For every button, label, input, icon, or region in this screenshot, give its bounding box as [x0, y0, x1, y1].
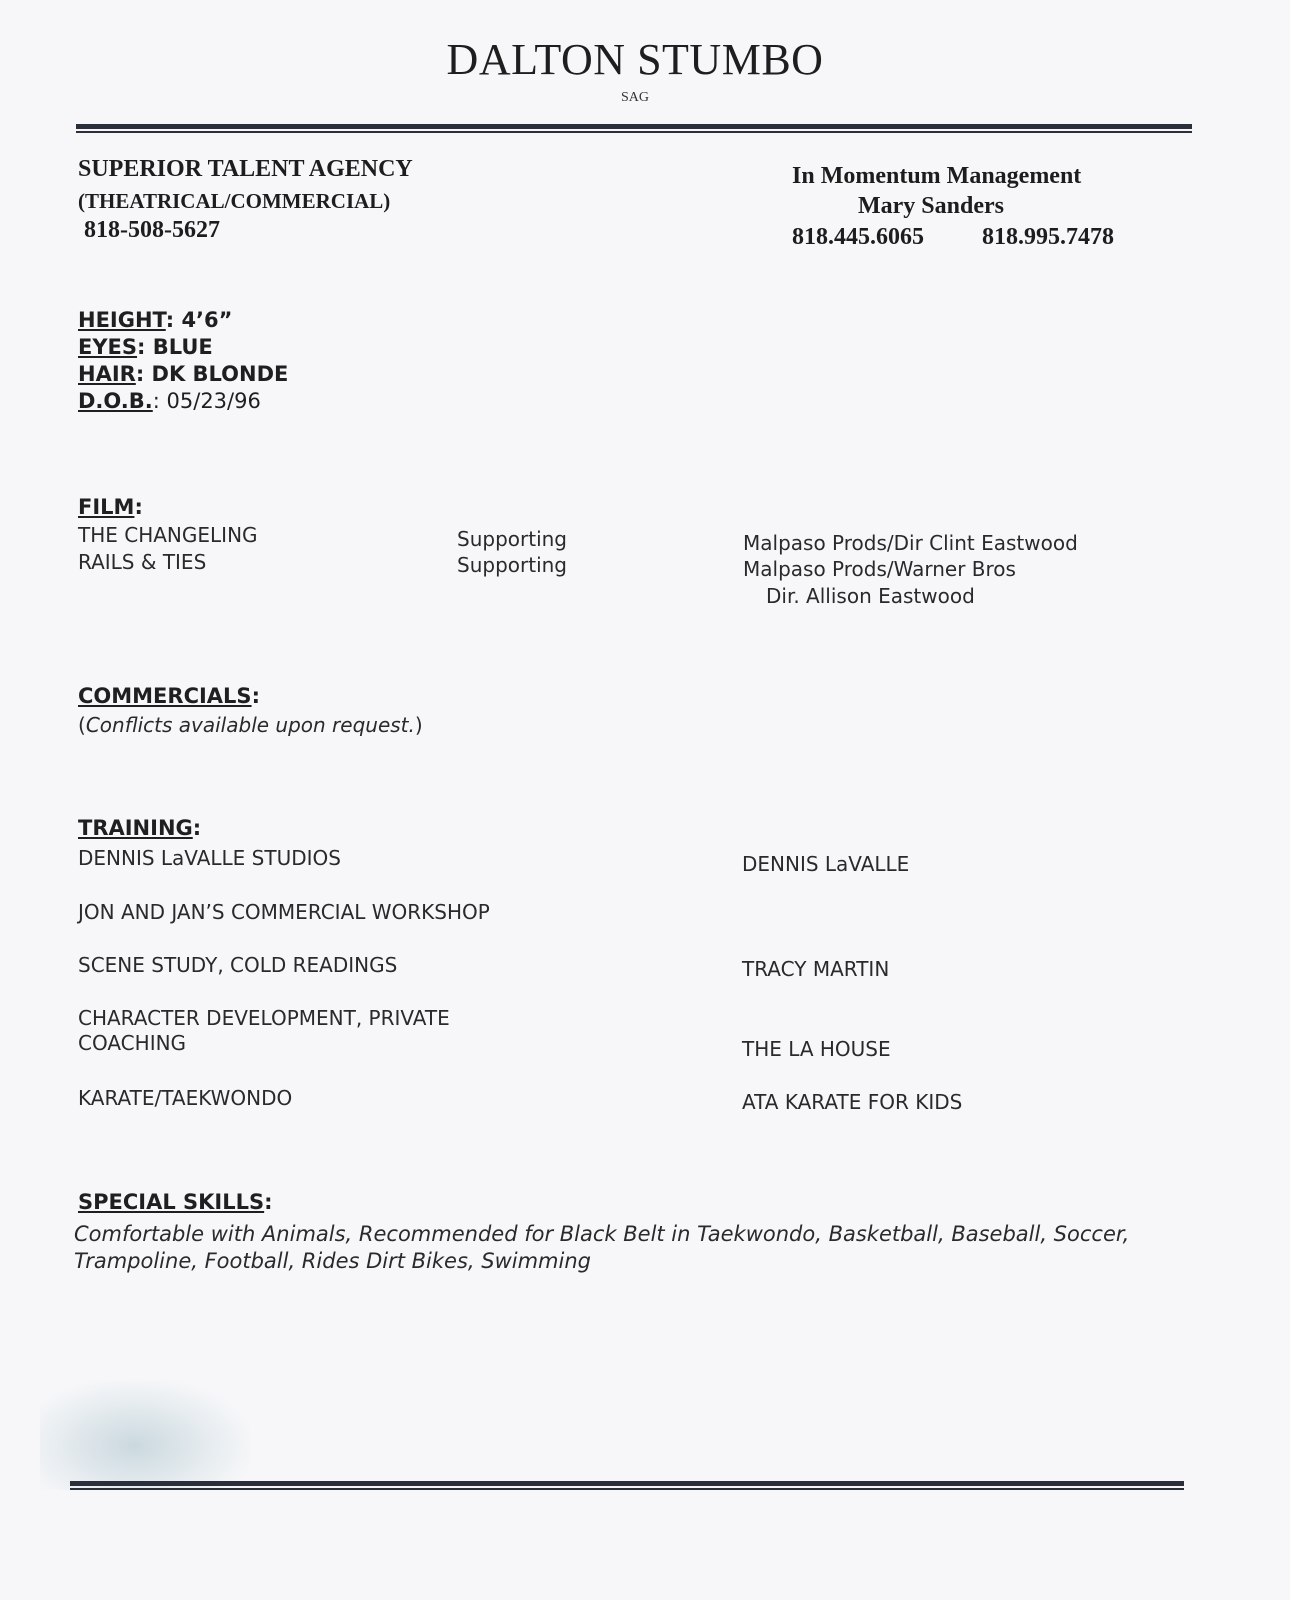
training-teacher: TRACY MARTIN [742, 957, 890, 981]
training-course: DENNIS LaVALLE STUDIOS [78, 846, 341, 870]
stat-value: : 05/23/96 [152, 389, 261, 413]
training-teacher: THE LA HOUSE [742, 1037, 891, 1061]
training-course: CHARACTER DEVELOPMENT, PRIVATE [78, 1006, 450, 1030]
training-heading: TRAINING: [78, 816, 202, 840]
stat-label: D.O.B. [78, 389, 153, 413]
stat-value: : DK BLONDE [135, 362, 289, 386]
training-teacher: ATA KARATE FOR KIDS [742, 1090, 963, 1114]
film-heading: FILM: [78, 495, 143, 519]
stat-hair [78, 362, 288, 386]
film-director: Dir. Allison Eastwood [766, 584, 975, 608]
training-course-continued: COACHING [78, 1031, 187, 1055]
water-stain [40, 1380, 250, 1490]
union-affiliation: SAG [620, 90, 649, 105]
actor-name: DALTON STUMBO [446, 35, 824, 84]
management-phone-2: 818.995.7478 [982, 224, 1114, 250]
film-role: Supporting [457, 553, 567, 577]
stat-label: HAIR [78, 362, 136, 386]
commercials-note: (Conflicts available upon request.) [78, 713, 423, 737]
management-phone-1: 818.445.6065 [792, 224, 924, 250]
special-skills-text: Comfortable with Animals, Recommended for Black Belt in Taekwondo, Basketball, Baseball, Soccer, Trampoline, Football, Rides Dirt Bikes, Swimming [74, 1222, 1130, 1273]
stat-label: HEIGHT [78, 308, 166, 332]
film-role: Supporting [457, 527, 567, 551]
agency-type: (THEATRICAL/COMMERCIAL) [78, 189, 391, 213]
management-contact: Mary Sanders [858, 193, 1004, 219]
special-skills-heading: SPECIAL SKILLS: [78, 1190, 273, 1214]
film-title: THE CHANGELING [78, 523, 258, 547]
stat-value: : BLUE [137, 335, 213, 359]
agency-phone: 818-508-5627 [84, 217, 220, 243]
agency-name: SUPERIOR TALENT AGENCY [78, 156, 413, 182]
stat-label: EYES [78, 335, 138, 359]
film-company: Malpaso Prods/Warner Bros [743, 557, 1016, 581]
training-course: KARATE/TAEKWONDO [78, 1086, 293, 1110]
film-company: Malpaso Prods/Dir Clint Eastwood [743, 531, 1078, 555]
bottom-divider [70, 1481, 1184, 1490]
stat-dob [78, 389, 261, 413]
training-course: JON AND JAN’S COMMERCIAL WORKSHOP [78, 900, 490, 924]
film-title: RAILS & TIES [78, 550, 207, 574]
stat-height [78, 308, 232, 332]
training-course: SCENE STUDY, COLD READINGS [78, 953, 398, 977]
commercials-heading: COMMERCIALS: [78, 684, 260, 708]
top-divider [76, 124, 1192, 133]
management-name: In Momentum Management [792, 163, 1082, 189]
training-teacher: DENNIS LaVALLE [742, 852, 910, 876]
stat-eyes [78, 335, 213, 359]
stat-value: : 4’6” [165, 308, 233, 332]
